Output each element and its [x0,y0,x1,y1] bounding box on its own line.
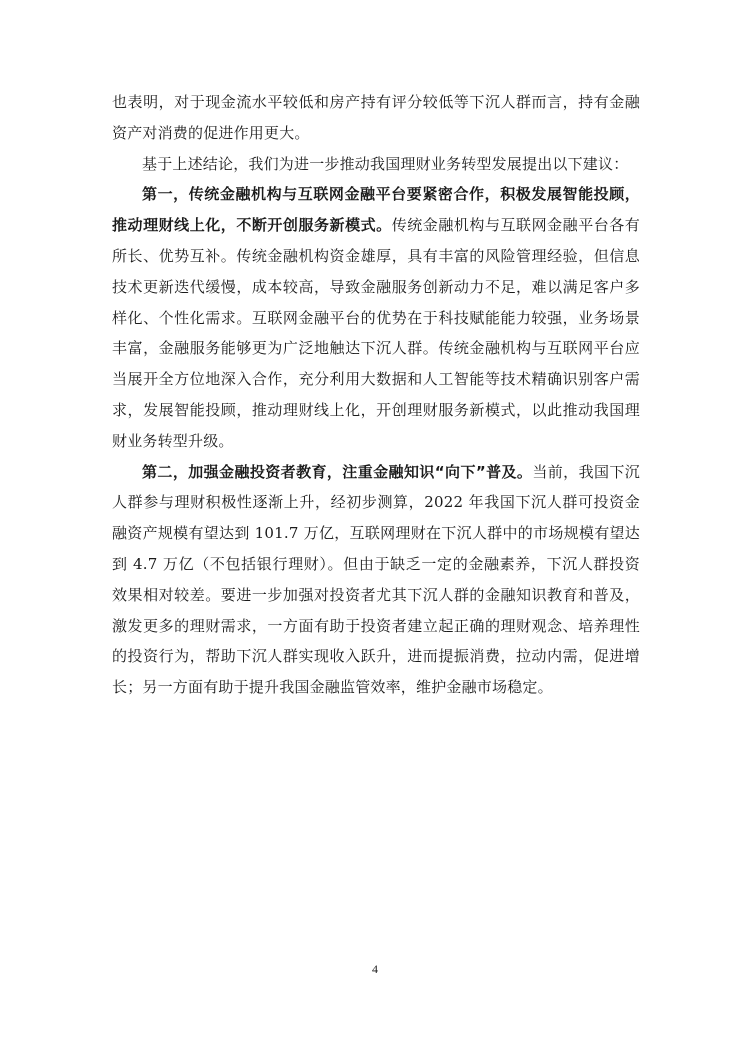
paragraph-intro [112,149,640,180]
body-text [112,87,640,703]
paragraph-suggestion-2 [112,457,640,703]
paragraph-text: 也表明，对于现金流水平较低和房产持有评分较低等下沉人群而言，持有金融资产对消费的促进作用更大。 [112,93,640,142]
paragraph-suggestion-1 [112,179,640,456]
suggestion-heading: 第二，加强金融投资者教育，注重金融知识“向下”普及。 [142,462,533,481]
paragraph-continuation [112,87,640,149]
paragraph-text: 当前，我国下沉人群参与理财积极性逐渐上升，经初步测算，2022 年我国下沉人群可投资金融资产规模有望达到 101.7 万亿，互联网理财在下沉人群中的市场规模有望达到 4.7 万亿（不包括银行理财）。但由于缺乏一定的金融素养，下沉人群投资效果相对较差。要进一步加强对投资者尤其下沉人群的金融知识教育和普及，激发更多的理财需求，一方面有助于投资者建立起正确的理财观念、培养理性的投资行为，帮助下沉人群实现收入跃升，进而提振消费，拉动内需，促进增长；另一方面有助于提升我国金融监管效率，维护金融市场稳定。 [112,462,640,697]
page-number: 4 [372,962,378,976]
suggestion-heading: 第一，传统金融机构与互联网金融平台要紧密合作，积极发展智能投顾，推动理财线上化，不断开创服务新模式。 [112,185,640,235]
paragraph-text: 传统金融机构与互联网金融平台各有所长、优势互补。传统金融机构资金雄厚，具有丰富的风险管理经验，但信息技术更新迭代缓慢，成本较高，导致金融服务创新动力不足，难以满足客户多样化、个性化需求。互联网金融平台的优势在于科技赋能能力较强，业务场景丰富，金融服务能够更为广泛地触达下沉人群。传统金融机构与互联网平台应当展开全方位地深入合作，充分利用大数据和人工智能等技术精确识别客户需求，发展智能投顾，推动理财线上化，开创理财服务新模式，以此推动我国理财业务转型升级。 [112,216,641,450]
paragraph-text: 基于上述结论，我们为进一步推动我国理财业务转型发展提出以下建议： [142,154,629,173]
